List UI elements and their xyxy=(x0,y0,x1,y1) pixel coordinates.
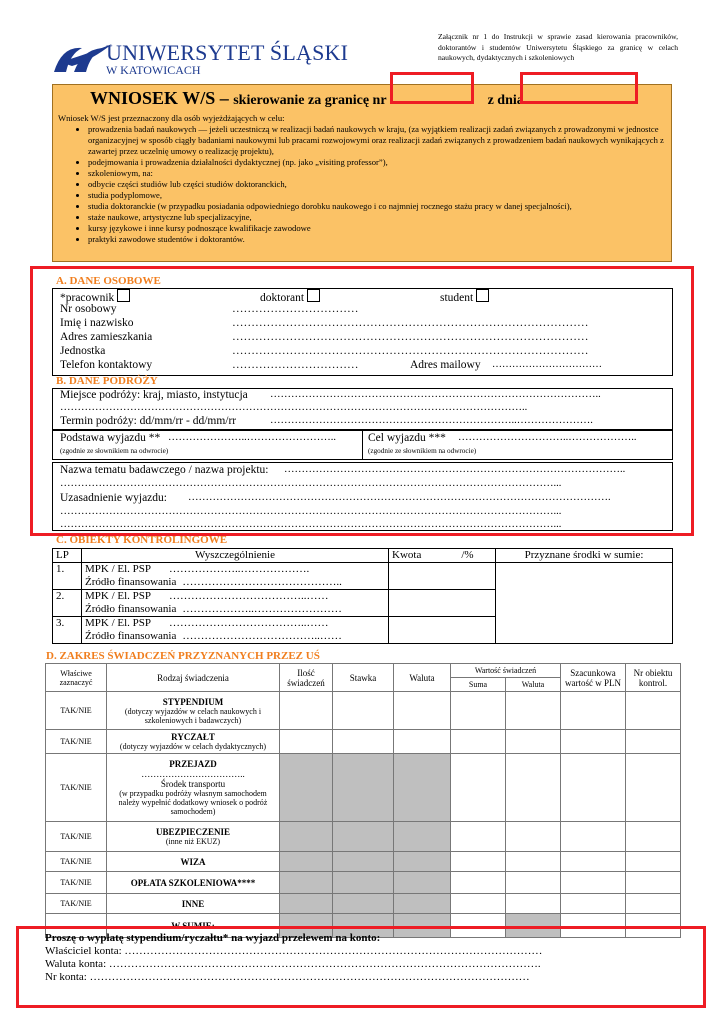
account-row[interactable]: Nr konta: ………………………………………………………………………………………………………… xyxy=(45,971,530,983)
w-sumie-cell: W SUMIE: xyxy=(107,914,280,938)
controlling-table xyxy=(52,548,673,644)
podstawa-note: (zgodnie ze słownikiem na odwrocie) xyxy=(60,447,169,455)
lp-cell: 1. xyxy=(53,563,82,590)
col-szacunkowa: Szacunkowa wartość w PLN xyxy=(561,664,626,692)
section-b-heading: B. DANE PODRÓŻY xyxy=(56,375,158,387)
suma-cell[interactable] xyxy=(451,822,506,852)
tak-nie-cell[interactable]: TAK/NIE xyxy=(46,894,107,914)
nr-cell[interactable] xyxy=(626,730,681,754)
wiza-cell: WIZA xyxy=(107,852,280,872)
nr-cell[interactable] xyxy=(626,754,681,822)
tak-nie-cell[interactable]: TAK/NIE xyxy=(46,730,107,754)
miejsce-field[interactable]: ………………………………………………………………………………….. xyxy=(270,389,601,400)
waluta-cell[interactable] xyxy=(394,692,451,730)
col-kwota: Kwota /% xyxy=(389,549,496,563)
sub-bullet-item: • odbycie części studiów lub części studiów doktoranckich, xyxy=(88,179,670,190)
zrodlo-cell[interactable]: Źródło finansowania …………………………………….. xyxy=(82,576,389,590)
waluta2-cell[interactable] xyxy=(506,754,561,822)
nr-cell[interactable] xyxy=(626,692,681,730)
przejazd-cell: PRZEJAZD …………………………….. Środek transportu (w przypadku podróży własnym samochodem należy wypełnić dodatkowy wniosek o podróż samochodem) xyxy=(107,754,280,822)
col-waluta2: Waluta xyxy=(506,678,561,692)
table-row xyxy=(46,822,681,852)
bullet-item: • podejmowania i prowadzenia działalności dydaktycznej (np. jako „visiting professor”), xyxy=(88,157,670,168)
table-row xyxy=(46,730,681,754)
telefon-field[interactable]: …………………………… xyxy=(232,359,359,371)
table-row xyxy=(46,872,681,894)
email-field[interactable]: …………………………… xyxy=(492,359,602,370)
waluta-cell-disabled xyxy=(394,872,451,894)
application-date-field[interactable] xyxy=(520,72,638,104)
cel-label: Cel wyjazdu *** xyxy=(368,432,446,444)
table-row xyxy=(46,754,681,822)
termin-field[interactable]: ……………………………………………………………..…………………. xyxy=(270,415,593,426)
kwota-cell[interactable] xyxy=(389,590,496,617)
waluta-cell[interactable] xyxy=(394,730,451,754)
nr-cell[interactable] xyxy=(626,822,681,852)
waluta2-cell[interactable] xyxy=(506,822,561,852)
tak-nie-cell[interactable]: TAK/NIE xyxy=(46,822,107,852)
oplata-cell: OPŁATA SZKOLENIOWA**** xyxy=(107,872,280,894)
adres-label: Adres zamieszkania xyxy=(60,331,153,343)
waluta2-cell[interactable] xyxy=(506,852,561,872)
stawka-cell[interactable] xyxy=(333,730,394,754)
jednostka-label: Jednostka xyxy=(60,345,106,357)
table-row xyxy=(46,852,681,872)
szac-cell[interactable] xyxy=(561,754,626,822)
stawka-cell-disabled xyxy=(333,852,394,872)
divider xyxy=(362,430,363,460)
section-c-heading: C. OBIEKTY KONTROLINGOWE xyxy=(56,534,228,546)
benefits-table xyxy=(45,663,681,938)
sub-bullet-item: • staże naukowe, artystyczne lub specjalizacyjne, xyxy=(88,212,670,223)
uzasadnienie-line2[interactable]: ……………………………………………………………………………………………………………………………... xyxy=(60,506,562,517)
suma-cell[interactable] xyxy=(451,852,506,872)
waluta2-cell[interactable] xyxy=(506,872,561,894)
col-ilosc: Ilość świadczeń xyxy=(280,664,333,692)
jednostka-field[interactable]: ………………………………………………………………………………… xyxy=(232,345,589,357)
owner-row[interactable]: Właściciel konta: …………………………………………………………………………………………………… xyxy=(45,945,543,957)
szac-cell[interactable] xyxy=(561,730,626,754)
zrodlo-cell[interactable]: Źródło finansowania ………………………………..…… xyxy=(82,630,389,644)
ilosc-cell-disabled xyxy=(280,754,333,822)
student-option[interactable]: student xyxy=(440,289,489,304)
temat-label: Nazwa tematu badawczego / nazwa projektu: xyxy=(60,464,269,476)
stawka-cell-disabled xyxy=(333,872,394,894)
doktorant-option[interactable]: doktorant xyxy=(260,289,320,304)
inne-cell: INNE xyxy=(107,894,280,914)
stawka-cell-disabled xyxy=(333,822,394,852)
bank-section xyxy=(45,932,675,984)
ilosc-cell-disabled xyxy=(280,894,333,914)
kwota-cell[interactable] xyxy=(389,563,496,590)
nr-osobowy-field[interactable]: …………………………… xyxy=(232,303,359,315)
adres-field[interactable]: ………………………………………………………………………………… xyxy=(232,331,589,343)
nr-cell[interactable] xyxy=(626,872,681,894)
szac-cell[interactable] xyxy=(561,872,626,894)
pracownik-checkbox[interactable] xyxy=(117,289,130,302)
lp-cell: 2. xyxy=(53,590,82,617)
bullet-item: • prowadzenia badań naukowych — jeżeli uczestniczą w realizacji badań naukowych w kraju, (za wyjątkiem realizacji zadań związanych z prowadzonymi w jednostce organizacyjnej w sposób ciągły badaniami naukowymi lub pracami rozwojowymi oraz realizacji zadań związanych z prowadzeniem badań naukowych wynikających z zawartej przez uczelnię umowy o realizację projektu), xyxy=(88,124,670,157)
intro-text: Wniosek W/S jest przeznaczony dla osób wyjeżdżających w celu: • prowadzenia badań naukowych — jeżeli uczestniczą w realizacji badań naukowych w kraju, (za wyjątkiem realizacji zadań związanych z prowadzonymi w jednostce organizacyjnej w sposób ciągły badaniami naukowymi lub pracami rozwojowymi oraz realizacji zadań związanych z prowadzeniem badań naukowych wynikających z zawartej przez uczelnię umowy o realizację projektu), • podejmowania i prowadzenia działalności dydaktycznej (np. jako „visiting professor”), • szkoleniowym, na: • odbycie części studiów lub części studiów doktoranckich, • studia podyplomowe, • studia doktoranckie (w przypadku posiadania odpowiedniego dorobku naukowego i co najmniej rocznego stażu pracy w danej specjalności), • staże naukowe, artystyczne lub specjalizacyjne, • kursy językowe i inne kursy podnoszące kwalifikacje zawodowe • praktyki zawodowe studentów i doktorantów. xyxy=(58,113,670,245)
col-wlasciwe: Właściwe zaznaczyć xyxy=(46,664,107,692)
attachment-note: Załącznik nr 1 do Instrukcji w sprawie zasad kierowania pracowników, doktorantów i studentów Uniwersytetu Śląskiego za granicę w celach naukowych, dydaktycznych i szkoleniowych xyxy=(438,32,678,62)
table-row xyxy=(46,894,681,914)
miejsce-field-line2[interactable]: …………………………………………………………………………………………………………………….. xyxy=(60,402,528,413)
section-a-heading: A. DANE OSOBOWE xyxy=(56,275,161,287)
sub-bullet-item: • kursy językowe i inne kursy podnoszące kwalifikacje zawodowe xyxy=(88,223,670,234)
col-suma: Suma xyxy=(451,678,506,692)
suma-cell[interactable] xyxy=(451,872,506,894)
mpk-cell[interactable]: MPK / El. PSP ………………………………..…… xyxy=(82,590,389,604)
application-number-field[interactable] xyxy=(390,72,474,104)
waluta-cell-disabled xyxy=(394,822,451,852)
suma-cell[interactable] xyxy=(451,692,506,730)
col-wartosc: Wartość świadczeń xyxy=(451,664,561,678)
szac-cell[interactable] xyxy=(561,822,626,852)
kwota-cell[interactable] xyxy=(389,617,496,644)
mpk-cell[interactable]: MPK / El. PSP ………………………………..…… xyxy=(82,617,389,631)
imie-field[interactable]: ………………………………………………………………………………… xyxy=(232,317,589,329)
miejsce-label: Miejsce podróży: kraj, miasto, instytucja xyxy=(60,389,248,401)
przyznane-cell[interactable] xyxy=(496,563,673,644)
table-row xyxy=(53,563,673,577)
col-lp: LP xyxy=(53,549,82,563)
student-checkbox[interactable] xyxy=(476,289,489,302)
nr-osobowy-label: Nr osobowy xyxy=(60,303,117,315)
university-city: W KATOWICACH xyxy=(106,63,201,77)
university-logo-icon xyxy=(52,42,114,76)
sub-bullet-item: • studia doktoranckie (w przypadku posiadania odpowiedniego dorobku naukowego i co najmniej rocznego stażu pracy w danej specjalności), xyxy=(88,201,670,212)
sub-bullet-item: • praktyki zawodowe studentów i doktorantów. xyxy=(88,234,670,245)
waluta-cell-disabled xyxy=(394,852,451,872)
suma-cell[interactable] xyxy=(451,730,506,754)
ilosc-cell-disabled xyxy=(280,822,333,852)
col-desc: Wyszczególnienie xyxy=(82,549,389,563)
telefon-label: Telefon kontaktowy xyxy=(60,359,153,371)
tak-nie-cell[interactable]: TAK/NIE xyxy=(46,692,107,730)
imie-label: Imię i nazwisko xyxy=(60,317,134,329)
ryczalt-cell: RYCZAŁT (dotyczy wyjazdów w celach dydaktycznych) xyxy=(107,730,280,754)
termin-label: Termin podróży: dd/mm/rr - dd/mm/rr xyxy=(60,415,237,427)
szac-cell[interactable] xyxy=(561,692,626,730)
cel-field[interactable]: …………………………..……………….. xyxy=(458,432,637,443)
podstawa-label: Podstawa wyjazdu ** xyxy=(60,432,161,444)
stawka-cell-disabled xyxy=(333,894,394,914)
temat-field-line2[interactable]: ……………………………………………………………………………………………………………………………... xyxy=(60,478,562,489)
mpk-cell[interactable]: MPK / El. PSP ………………..………………. xyxy=(82,563,389,577)
ilosc-cell-disabled xyxy=(280,852,333,872)
university-name: UNIWERSYTET ŚLĄSKI xyxy=(106,40,349,65)
nr-cell[interactable] xyxy=(626,894,681,914)
nr-cell[interactable] xyxy=(626,852,681,872)
col-przyznane: Przyznane środki w sumie: xyxy=(496,549,673,563)
section-d-heading: D. ZAKRES ŚWIADCZEŃ PRZYZNANYCH PRZEZ UŚ xyxy=(46,650,320,662)
cel-note: (zgodnie ze słownikiem na odwrocie) xyxy=(368,447,477,455)
pracownik-option[interactable]: *pracownik xyxy=(60,289,130,304)
waluta2-cell[interactable] xyxy=(506,692,561,730)
waluta-cell-disabled xyxy=(394,894,451,914)
uzasadnienie-field[interactable]: …………………………………………………………………………………………………………. xyxy=(188,492,611,503)
szac-cell[interactable] xyxy=(561,852,626,872)
temat-field[interactable]: …………………………………………………………………………………….. xyxy=(284,464,626,475)
bullet-item: • szkoleniowym, na: xyxy=(88,168,670,179)
uzasadnienie-line3[interactable]: ……………………………………………………………………………………………………………………………... xyxy=(60,519,562,530)
uzasadnienie-label: Uzasadnienie wyjazdu: xyxy=(60,492,167,504)
zrodlo-cell[interactable]: Źródło finansowania ………………..…………………… xyxy=(82,603,389,617)
tak-nie-cell[interactable]: TAK/NIE xyxy=(46,852,107,872)
waluta2-cell[interactable] xyxy=(506,730,561,754)
doktorant-checkbox[interactable] xyxy=(307,289,320,302)
col-nr-obiektu: Nr obiektu kontrol. xyxy=(626,664,681,692)
sub-bullet-item: • studia podyplomowe, xyxy=(88,190,670,201)
ilosc-cell[interactable] xyxy=(280,730,333,754)
form-title: WNIOSEK W/S – skierowanie za granicę nr z dnia xyxy=(90,88,524,108)
szac-cell[interactable] xyxy=(561,894,626,914)
waluta2-cell[interactable] xyxy=(506,894,561,914)
ilosc-cell[interactable] xyxy=(280,692,333,730)
col-rodzaj: Rodzaj świadczenia xyxy=(107,664,280,692)
waluta-cell-disabled xyxy=(394,754,451,822)
table-row xyxy=(46,692,681,730)
ilosc-cell-disabled xyxy=(280,872,333,894)
suma-cell[interactable] xyxy=(451,754,506,822)
bank-request: Proszę o wypłatę stypendium/ryczałtu* na wyjazd przelewem na konto: xyxy=(45,932,381,944)
podstawa-field[interactable]: …………………..…………………….. xyxy=(168,432,336,443)
tak-nie-cell[interactable]: TAK/NIE xyxy=(46,754,107,822)
stypendium-cell: STYPENDIUM (dotyczy wyjazdów w celach naukowych i szkoleniowych i badawczych) xyxy=(107,692,280,730)
tak-nie-cell[interactable]: TAK/NIE xyxy=(46,872,107,894)
currency-row[interactable]: Waluta konta: ………………………………………………………………………………………………………. xyxy=(45,958,541,970)
stawka-cell[interactable] xyxy=(333,692,394,730)
ubezpieczenie-cell: UBEZPIECZENIE (inne niż EKUZ) xyxy=(107,822,280,852)
col-stawka: Stawka xyxy=(333,664,394,692)
suma-cell[interactable] xyxy=(451,894,506,914)
stawka-cell-disabled xyxy=(333,754,394,822)
email-label: Adres mailowy xyxy=(410,359,481,371)
col-waluta: Waluta xyxy=(394,664,451,692)
lp-cell: 3. xyxy=(53,617,82,644)
